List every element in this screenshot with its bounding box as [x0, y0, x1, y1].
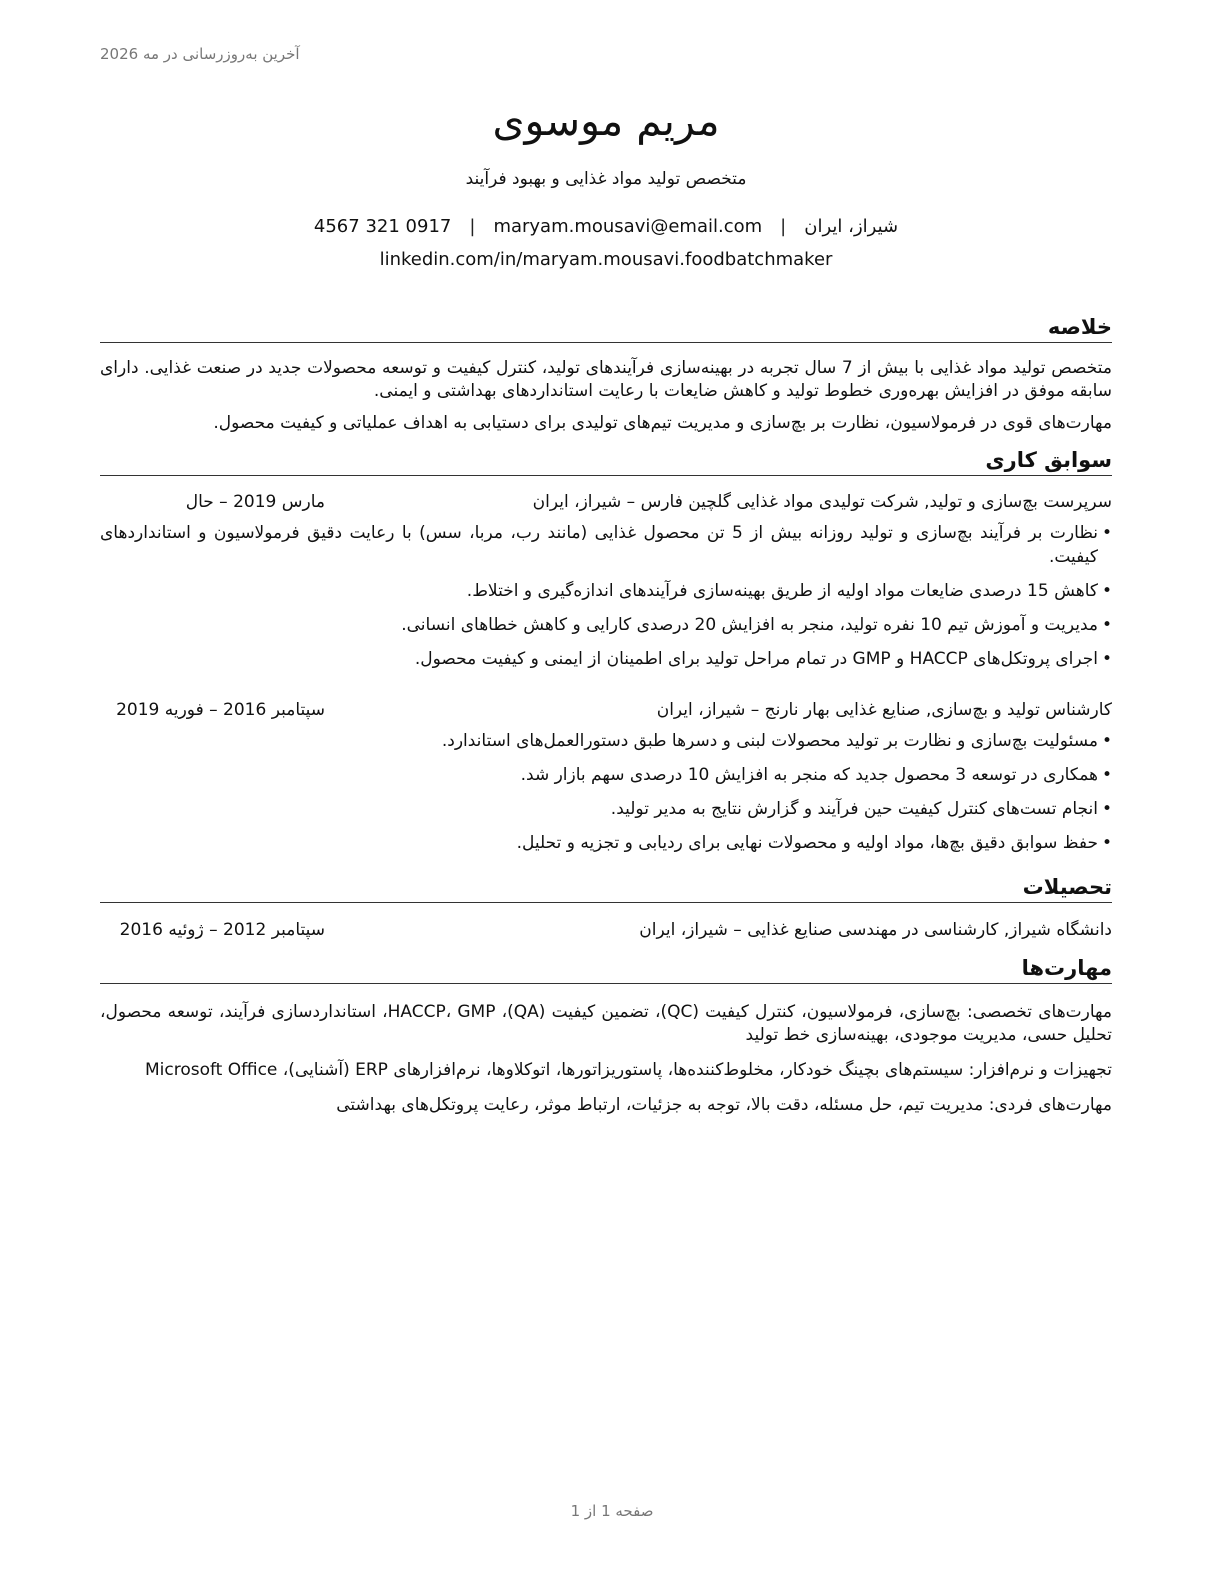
skills-item: مهارت‌های تخصصی: بچ‌سازی، فرمولاسیون، کنترل کیفیت (QC)، تضمین کیفیت (QA)، HACCP، GMP، استانداردسازی فرآیند، توسعه محصول، تحلیل حسی، مدیریت موجودی، بهینه‌سازی خط تولید: [100, 1002, 1113, 1045]
job-header: [100, 490, 1112, 514]
bullet-item: • همکاری در توسعه 3 محصول جدید که منجر به افزایش 10 درصدی سهم بازار شد.: [100, 763, 1112, 787]
education-dates: سپتامبر 2012 – ژوئیه 2016: [119, 920, 325, 940]
bullet-item: • مسئولیت بچ‌سازی و نظارت بر تولید محصولات لبنی و دسرها طبق دستورالعمل‌های استاندارد.: [100, 729, 1112, 753]
bullet-item: • نظارت بر فرآیند بچ‌سازی و تولید روزانه بیش از 5 تن محصول غذایی (مانند رب، مربا، سس) با رعایت دقیق فرمولاسیون و استانداردهای کیفیت.: [100, 521, 1112, 569]
job-entry: [100, 698, 1112, 855]
bullet-item: • مدیریت و آموزش تیم 10 نفره تولید، منجر به افزایش 20 درصدی کارایی و کاهش خطاهای انسانی.: [100, 613, 1112, 637]
contact-location: شیراز، ایران: [804, 216, 899, 237]
job-dates: مارس 2019 – حال: [185, 492, 325, 512]
education-entry: [100, 918, 1112, 942]
last-updated-note: آخرین به‌روزرسانی در مه 2026: [100, 45, 300, 63]
education-institution: دانشگاه شیراز, کارشناسی در مهندسی صنایع غذایی – شیراز، ایران: [639, 920, 1112, 940]
section-heading-experience: سوابق کاری: [100, 446, 1112, 476]
job-position: سرپرست بچ‌سازی و تولید, شرکت تولیدی مواد غذایی گلچین فارس – شیراز، ایران: [532, 492, 1112, 512]
contact-phone: 0917 321 4567: [313, 216, 452, 237]
job-header: [100, 698, 1112, 722]
section-heading-education: تحصیلات: [100, 873, 1112, 903]
resume-content: [100, 90, 1112, 1117]
job-bullets: [100, 729, 1112, 855]
section-heading-skills: مهارت‌ها: [100, 954, 1112, 984]
contact-separator: |: [780, 216, 787, 237]
summary-paragraph: متخصص تولید مواد غذایی با بیش از 7 سال تجربه در بهینه‌سازی فرآیندهای تولید، کنترل کیفیت و توسعه محصولات جدید در صنعت غذایی. دارای سابقه موفق در افزایش بهره‌وری خطوط تولید و کاهش ضایعات با رعایت استانداردهای بهداشتی و ایمنی.: [100, 358, 1112, 401]
person-name: مریم موسوی: [492, 97, 720, 145]
skills-item: مهارت‌های فردی: مدیریت تیم، حل مسئله، دقت بالا، توجه به جزئیات، ارتباط موثر، رعایت پروتکل‌های بهداشتی: [336, 1095, 1112, 1115]
skills-item: تجهیزات و نرم‌افزار: سیستم‌های بچینگ خودکار، مخلوط‌کننده‌ها، پاستوریزاتورها، اتوکلاوها، نرم‌افزارهای ERP (آشنایی)، Microsoft Office: [144, 1060, 1112, 1080]
page-number: صفحه 1 از 1: [570, 1502, 654, 1520]
contact-separator: |: [469, 216, 476, 237]
bullet-item: • اجرای پروتکل‌های HACCP و GMP در تمام مراحل تولید برای اطمینان از ایمنی و کیفیت محصول.: [100, 647, 1112, 671]
bullet-item: • حفظ سوابق دقیق بچ‌ها، مواد اولیه و محصولات نهایی برای ردیابی و تجزیه و تحلیل.: [100, 831, 1112, 855]
summary-paragraph: مهارت‌های قوی در فرمولاسیون، نظارت بر بچ‌سازی و مدیریت تیم‌های تولیدی برای دستیابی به اهداف عملیاتی و کیفیت محصول.: [213, 413, 1112, 433]
contact-line: [100, 213, 1112, 241]
contact-email[interactable]: maryam.mousavi@email.com: [493, 216, 763, 237]
linkedin-link[interactable]: linkedin.com/in/maryam.mousavi.foodbatchmaker: [379, 249, 833, 270]
bullet-item: • کاهش 15 درصدی ضایعات مواد اولیه از طریق بهینه‌سازی فرآیندهای اندازه‌گیری و اختلاط.: [100, 579, 1112, 603]
section-heading-summary: خلاصه: [100, 313, 1112, 343]
job-position: کارشناس تولید و بچ‌سازی, صنایع غذایی بهار نارنج – شیراز، ایران: [656, 700, 1112, 720]
job-entry: [100, 490, 1112, 671]
job-bullets: [100, 521, 1112, 671]
job-dates: سپتامبر 2016 – فوریه 2019: [116, 700, 325, 720]
job-title: متخصص تولید مواد غذایی و بهبود فرآیند: [465, 169, 747, 189]
bullet-item: • انجام تست‌های کنترل کیفیت حین فرآیند و گزارش نتایج به مدیر تولید.: [100, 797, 1112, 821]
